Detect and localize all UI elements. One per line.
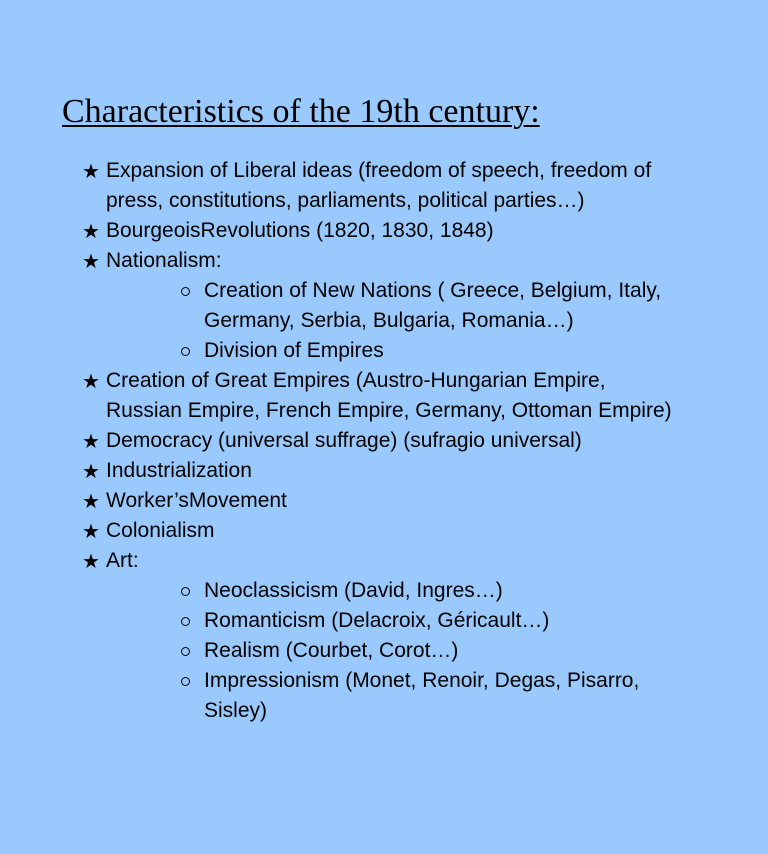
sub-item-impressionism — [181, 666, 682, 726]
list-item-text: Creation of Great Empires (Austro-Hungarian Empire, Russian Empire, French Empire, Germany, Ottoman Empire) — [106, 369, 672, 422]
list-item-great-empires — [82, 366, 682, 426]
star-bullet-icon: ★ — [82, 249, 100, 273]
characteristics-list — [82, 156, 682, 726]
list-item-text: Nationalism: — [106, 249, 222, 272]
sub-item-romanticism — [181, 606, 682, 636]
list-item-text: Colonialism — [106, 519, 215, 542]
circle-bullet-icon — [181, 647, 190, 656]
page-title: Characteristics of the 19th century: — [62, 93, 540, 130]
list-item-text: Worker’sMovement — [106, 489, 287, 512]
star-bullet-icon: ★ — [82, 159, 100, 183]
list-item-liberal-ideas — [82, 156, 682, 216]
list-item-democracy — [82, 426, 682, 456]
list-item-text: BourgeoisRevolutions (1820, 1830, 1848) — [106, 219, 494, 242]
star-bullet-icon: ★ — [82, 219, 100, 243]
list-item-art — [82, 546, 682, 576]
list-item-text: Art: — [106, 549, 139, 572]
circle-bullet-icon — [181, 347, 190, 356]
sub-item-text: Neoclassicism (David, Ingres…) — [204, 579, 503, 602]
star-bullet-icon: ★ — [82, 369, 100, 393]
list-item-bourgeois-revolutions — [82, 216, 682, 246]
star-bullet-icon: ★ — [82, 429, 100, 453]
sub-item-realism — [181, 636, 682, 666]
sub-item-division-of-empires — [181, 336, 682, 366]
circle-bullet-icon — [181, 587, 190, 596]
sub-item-neoclassicism — [181, 576, 682, 606]
circle-bullet-icon — [181, 617, 190, 626]
sub-item-text: Creation of New Nations ( Greece, Belgium, Italy, Germany, Serbia, Bulgaria, Romania…) — [204, 279, 662, 332]
sub-item-text: Realism (Courbet, Corot…) — [204, 639, 459, 662]
circle-bullet-icon — [181, 677, 190, 686]
sub-item-text: Romanticism (Delacroix, Géricault…) — [204, 609, 550, 632]
star-bullet-icon: ★ — [82, 519, 100, 543]
list-item-colonialism — [82, 516, 682, 546]
sub-item-text: Impressionism (Monet, Renoir, Degas, Pisarro, Sisley) — [204, 669, 640, 722]
star-bullet-icon: ★ — [82, 549, 100, 573]
circle-bullet-icon — [181, 287, 190, 296]
list-item-text: Democracy (universal suffrage) (sufragio universal) — [106, 429, 582, 452]
sub-item-new-nations — [181, 276, 682, 336]
list-item-text: Expansion of Liberal ideas (freedom of speech, freedom of press, constitutions, parliaments, political parties…) — [106, 159, 652, 212]
star-bullet-icon: ★ — [82, 459, 100, 483]
list-item-industrialization — [82, 456, 682, 486]
list-item-text: Industrialization — [106, 459, 252, 482]
star-bullet-icon: ★ — [82, 489, 100, 513]
list-item-nationalism — [82, 246, 682, 276]
sub-item-text: Division of Empires — [204, 339, 384, 362]
list-item-workers-movement — [82, 486, 682, 516]
